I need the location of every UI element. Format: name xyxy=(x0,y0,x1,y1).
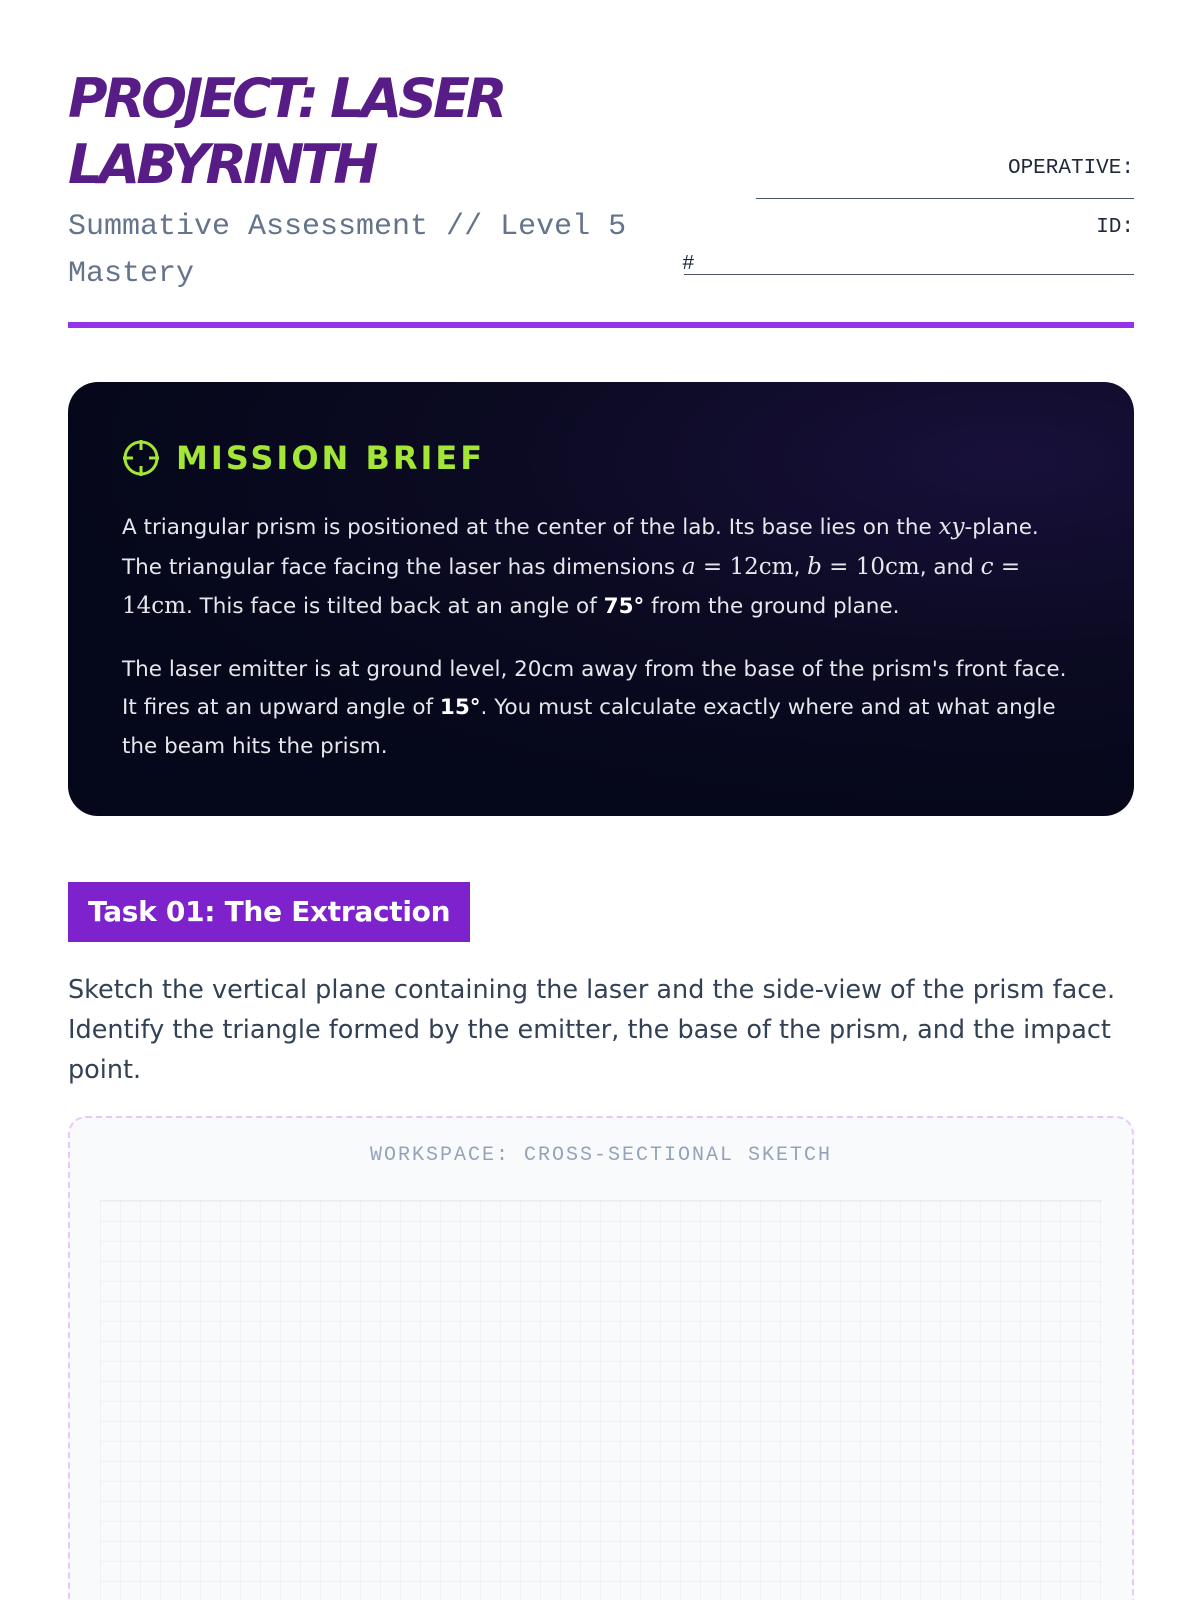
page-header xyxy=(68,66,1134,328)
brief-p2-text-1: The laser emitter is at ground level, 20cm away from the base of the prism's front face. It fires at an upward angle of xyxy=(122,656,1067,720)
math-a: a = 12cm xyxy=(681,553,794,580)
crosshair-icon xyxy=(122,439,160,477)
brief-p1-sep-1: , xyxy=(793,554,808,580)
id-field[interactable] xyxy=(684,272,1134,275)
id-label: ID: xyxy=(1096,216,1134,239)
mission-brief-heading xyxy=(122,436,1080,480)
mission-brief-card xyxy=(68,382,1134,816)
brief-paragraph-2 xyxy=(122,651,1080,767)
id-hash-prefix: # xyxy=(682,253,695,276)
task-01-badge: Task 01: The Extraction xyxy=(68,882,470,942)
mission-brief-title: MISSION BRIEF xyxy=(176,439,486,477)
brief-p1-text-1: A triangular prism is positioned at the center of the lab. Its base lies on the xyxy=(122,515,939,540)
sketch-workspace[interactable] xyxy=(68,1116,1134,1600)
brief-p1-text-4: from the ground plane. xyxy=(644,594,900,619)
math-b: b = 10cm xyxy=(807,553,920,580)
fire-angle-value: 15° xyxy=(439,695,481,720)
brief-p1-text-2: -plane. The triangular face facing the laser has dimensions xyxy=(122,515,1039,580)
brief-paragraph-1 xyxy=(122,508,1080,627)
workspace-grid[interactable] xyxy=(100,1200,1102,1600)
brief-p1-sep-2: , and xyxy=(919,554,981,580)
page-subtitle: Summative Assessment // Level 5 Mastery xyxy=(68,210,627,291)
operative-field[interactable] xyxy=(756,184,1134,199)
id-row xyxy=(664,243,1134,277)
math-xy: xy xyxy=(938,514,965,540)
brief-p1-text-3: . This face is tilted back at an angle of xyxy=(185,594,604,619)
page-title: PROJECT: LASER LABYRINTH xyxy=(68,67,504,196)
tilt-angle-value: 75° xyxy=(603,594,645,619)
student-fields xyxy=(664,154,1134,277)
operative-label: OPERATIVE: xyxy=(1007,157,1134,180)
header-divider xyxy=(68,322,1134,328)
task-01-instructions: Sketch the vertical plane containing the laser and the side-view of the prism face. Identify the triangle formed by the emitter, the base of the prism, and the impact point. xyxy=(68,975,1116,1085)
math-c: c = 14cm xyxy=(122,553,1021,619)
workspace-label: WORKSPACE: CROSS-SECTIONAL SKETCH xyxy=(369,1144,833,1167)
brief-p2-text-2: . You must calculate exactly where and at what angle the beam hits the prism. xyxy=(122,695,1056,759)
